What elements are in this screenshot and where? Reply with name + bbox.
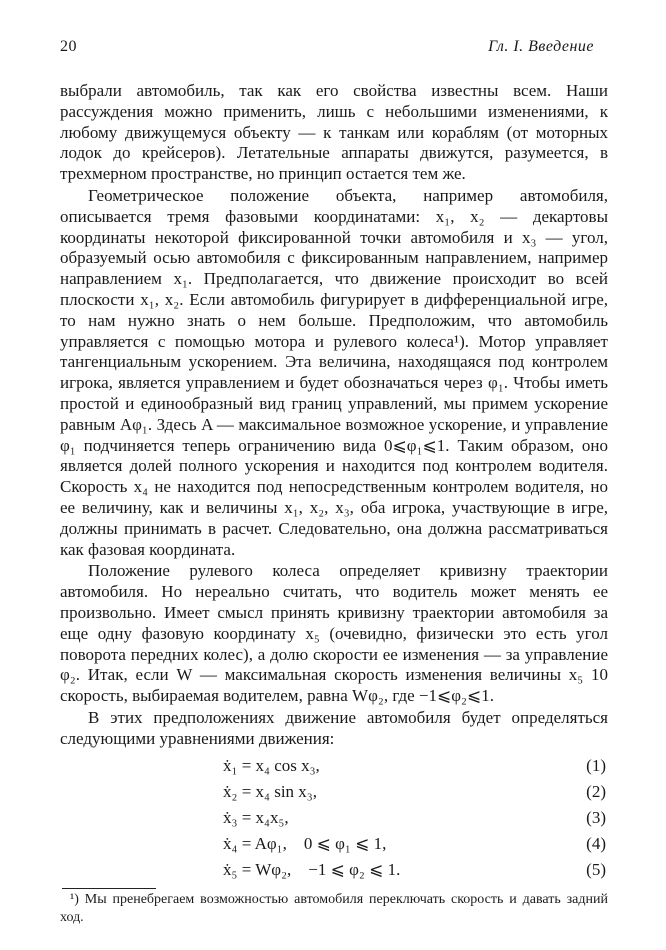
book-page [60,38,608,928]
equation-3 [60,806,608,832]
paragraph-equations-intro: В этих предположениях движение автомобиля будет определяться следующими уравнениями движения: [60,707,608,748]
footnote-rule [62,888,156,889]
equation-lhs: ẋ₄ [223,833,238,853]
equation-rhs: = x₄x₅, [241,807,289,827]
equation-number: (3) [586,807,606,827]
running-header [60,38,608,60]
equation-lhs: ẋ₅ [223,859,238,879]
equation-lhs: ẋ₂ [223,781,238,801]
equation-5 [60,858,608,882]
paragraph-steering-wheel: Положение рулевого колеса определяет кривизну траектории автомобиля. Но нереально считать, что водитель может менять ее произвольно. Имеет смысл принять кривизну траектории автомобиля за еще одну фазовую координату x₅ (очевидно, физически это есть угол поворота передних колес), а долю скорости ее изменения — за управление φ₂. Итак, если W — максимальная скорость изменения величины x₅ 10 скорость, выбираемая водителем, равна Wφ₂, где −1⩽φ₂⩽1. [60,561,608,706]
equation-number: (4) [586,833,606,853]
equation-number: (1) [586,755,606,775]
equation-number: (2) [586,781,606,801]
equations-block [60,754,608,882]
equation-rhs: = Aφ₁, 0 ⩽ φ₁ ⩽ 1, [241,833,387,853]
equation-lhs: ẋ₃ [223,807,238,827]
equation-4 [60,832,608,858]
page-number: 20 [60,38,77,55]
equation-rhs: = Wφ₂, −1 ⩽ φ₂ ⩽ 1. [241,859,401,879]
equation-rhs: = x₄ sin x₃, [241,781,317,801]
paragraph-geometric-position: Геометрическое положение объекта, например автомобиля, описывается тремя фазовыми координатами: x₁, x₂ — декартовы координаты некоторой фиксированной точки автомобиля и x₃ — угол, образуемый осью автомобиля с фиксированным направлением, например направлением x₁. Предполагается, что движение происходит во всей плоскости x₁, x₂. Если автомобиль фигурирует в дифференциальной игре, то нам нужно знать о нем больше. Предположим, что автомобиль управляется с помощью мотора и рулевого колеса¹). Мотор управляет тангенциальным ускорением. Эта величина, находящаяся под контролем игрока, является управлением и будет обозначаться через φ₁. Чтобы иметь простой и единообразный вид границ управлений, мы примем ускорение равным Aφ₁. Здесь A — максимальное возможное ускорение, и управление φ₁ подчиняется теперь ограничению вида 0⩽φ₁⩽1. Таким образом, оно является долей полного ускорения и находится под контролем водителя. Скорость x₄ не находится под непосредственным контролем водителя, но ее величину, как и величины x₁, x₂, x₃, оба игрока, участвующие в игре, должны принимать в расчет. Следовательно, она должна рассматриваться как фазовая координата. [60,185,608,559]
equation-1 [60,754,608,780]
paragraph-continuation: выбрали автомобиль, так как его свойства известны всем. Наши рассуждения можно применить, лишь с небольшими изменениями, к любому движущемуся объекту — к танкам или кораблям (от моторных лодок до крейсеров). Летательные аппараты движутся, разумеется, в трехмерном пространстве, но принцип остается тем же. [60,81,608,184]
running-title: Гл. I. Введение [488,38,594,55]
equation-lhs: ẋ₁ [223,755,238,775]
equation-number: (5) [586,859,606,879]
equation-2 [60,780,608,806]
equation-rhs: = x₄ cos x₃, [241,755,320,775]
footnote: ¹) Мы пренебрегаем возможностью автомобиля переключать скорость и давать задний ход. [60,891,608,925]
